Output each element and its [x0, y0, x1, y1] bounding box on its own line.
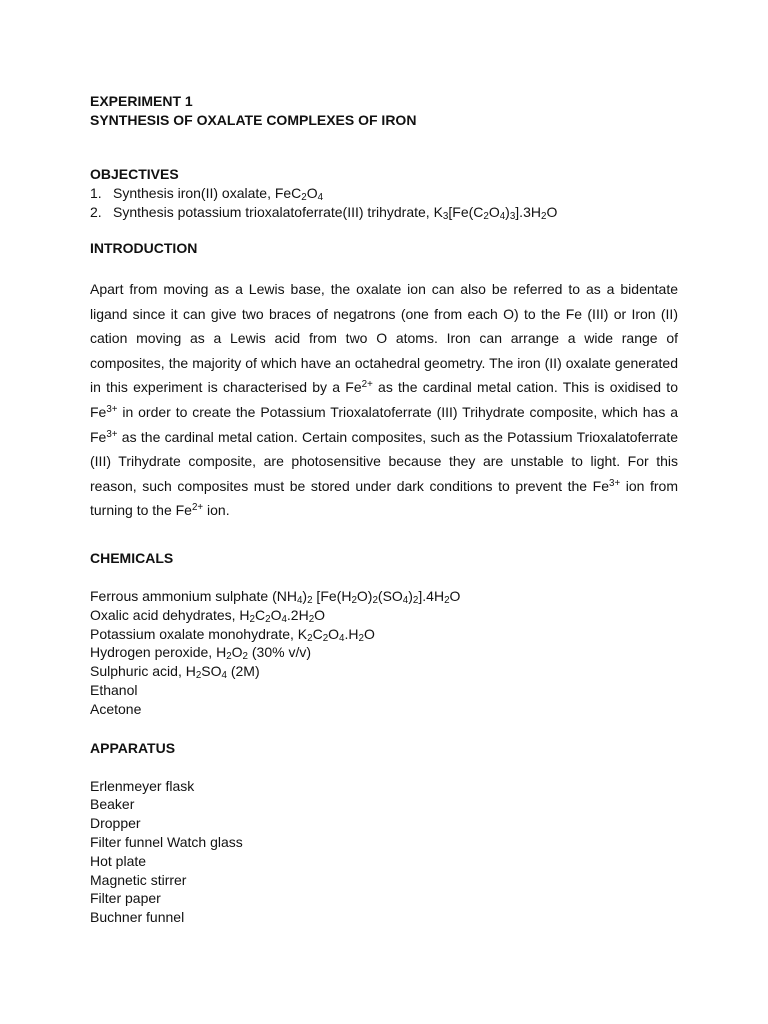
- objectives-heading: OBJECTIVES: [90, 166, 179, 182]
- chemical-item: Ferrous ammonium sulphate $(NH_4)_2$ $[Fe(H_2O)_2(SO_4)_2].4H_2O$: [90, 587, 461, 606]
- experiment-title: SYNTHESIS OF OXALATE COMPLEXES OF IRON: [90, 112, 417, 128]
- objectives-section: [90, 165, 678, 222]
- apparatus-item: Beaker: [90, 796, 135, 813]
- chemical-item: Ethanol: [90, 681, 138, 698]
- objective-number: 2.: [90, 204, 102, 220]
- apparatus-item: Filter paper: [90, 890, 161, 907]
- chemical-item: Hydrogen peroxide, $H_2O_2$ (30% v/v): [90, 644, 311, 663]
- chemicals-heading: CHEMICALS: [90, 549, 174, 566]
- chemical-item: Potassium oxalate monohydrate, $K_2C_2O_4.H_2O$: [90, 625, 375, 644]
- apparatus-item: Buchner funnel: [90, 909, 185, 926]
- chemical-item: Oxalic acid dehydrates, $H_2C_2O_4.2H_2O$: [90, 606, 326, 625]
- objective-text: Synthesis potassium trioxalatoferrate(III) trihydrate, $K_3[Fe(C_2O_4)_3].3H_2O$: [113, 204, 558, 222]
- title-block: [90, 92, 678, 130]
- chemical-item: Acetone: [90, 700, 142, 717]
- chemical-item: Sulphuric acid, $H_2SO_4$ (2M): [90, 663, 260, 682]
- apparatus-item: Hot plate: [90, 852, 147, 869]
- objective-text: Synthesis iron(II) oxalate, $FeC_2O_4$: [113, 185, 324, 203]
- apparatus-item: Filter funnel Watch glass: [90, 833, 243, 850]
- chemicals-list: [90, 587, 678, 719]
- apparatus-heading: APPARATUS: [90, 739, 176, 756]
- apparatus-list: [90, 777, 678, 927]
- experiment-number: EXPERIMENT 1: [90, 93, 193, 109]
- document-page: [90, 92, 678, 947]
- objective-item: [90, 203, 678, 222]
- objective-item: [90, 184, 678, 203]
- apparatus-item: Dropper: [90, 815, 141, 832]
- introduction-heading: INTRODUCTION: [90, 240, 198, 256]
- objective-number: 1.: [90, 185, 102, 201]
- introduction-paragraph: Apart from moving as a Lewis base, the oxalate ion can also be referred to as a bidentate ligand since it can give two braces of negatrons (one from each O) to the Fe (III) or Iron (II) cation moving as a Lewis acid from two O atoms. Iron can arrange a wide range of composites, the majority of which have an octahedral geometry. The iron (II) oxalate generated in this experiment is characterised by a $Fe^{2+}$ as the cardinal metal cation. This is oxidised to $Fe^{3+}$ in order to create the Potassium Trioxalatoferrate (III) Trihydrate composite, which has a $Fe^{3+}$ as the cardinal metal cation. Certain composites, such as the Potassium Trioxalatoferrate (III) Trihydrate composite, are photosensitive because they are unstable to light. For this reason, such composites must be stored under dark conditions to prevent the $Fe^{3+}$ ion from turning to the $Fe^{2+}$ ion.: [90, 281, 678, 519]
- apparatus-item: Erlenmeyer flask: [90, 777, 195, 794]
- apparatus-item: Magnetic stirrer: [90, 871, 187, 888]
